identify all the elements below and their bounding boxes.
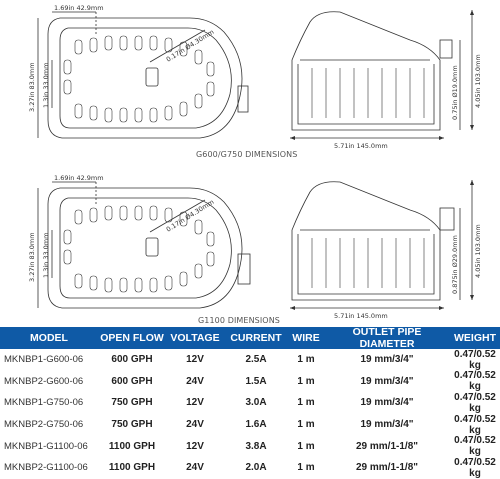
cell-wire: 1 m	[297, 440, 315, 452]
cell-model: MKNBP2-G1100-06	[4, 462, 88, 474]
pump-outline-drawing	[0, 0, 500, 162]
cell-weight: 0.47/0.52 kg	[454, 370, 496, 393]
dim-width-top: 1.69in 42.9mm	[54, 4, 104, 12]
cell-weight: 0.47/0.52 kg	[454, 435, 496, 458]
cell-voltage: 24V	[186, 375, 204, 387]
cell-wire: 1 m	[297, 354, 315, 366]
dim-height-outer: 3.27in 83.0mm	[28, 62, 36, 112]
cell-current: 2.0A	[245, 462, 267, 474]
cell-model: MKNBP2-G600-06	[4, 375, 84, 387]
dim-outlet: 0.75in Ø19.0mm	[451, 65, 459, 120]
caption-g1100: G1100 DIMENSIONS	[198, 316, 280, 325]
header-outlet-pipe-diameter: OUTLET PIPE DIAMETER	[352, 326, 422, 350]
cell-weight: 0.47/0.52 kg	[454, 456, 496, 479]
header-open-flow: OPEN FLOW	[100, 332, 164, 344]
drawing-g600-g750	[0, 0, 500, 162]
dim-length: 5.71in 145.0mm	[334, 142, 388, 150]
pump-outline-drawing	[0, 170, 500, 330]
cell-outlet-pipe: 19 mm/3/4"	[360, 419, 414, 431]
cell-current: 2.5A	[245, 354, 267, 366]
cell-outlet-pipe: 19 mm/3/4"	[360, 354, 414, 366]
cell-weight: 0.47/0.52 kg	[454, 348, 496, 371]
cell-outlet-pipe: 29 mm/1-1/8"	[356, 440, 418, 452]
header-model: MODEL	[30, 332, 68, 344]
table-row	[0, 371, 500, 393]
specs-header-row	[0, 327, 500, 349]
cell-model: MKNBP2-G750-06	[4, 419, 84, 431]
cell-current: 3.8A	[245, 440, 267, 452]
dim-length: 5.71in 145.0mm	[334, 312, 388, 320]
cell-voltage: 12V	[186, 354, 204, 366]
cell-open-flow: 750 GPH	[111, 419, 153, 431]
cell-outlet-pipe: 19 mm/3/4"	[360, 397, 414, 409]
cell-model: MKNBP1-G750-06	[4, 397, 84, 409]
cell-current: 3.0A	[245, 397, 267, 409]
cell-voltage: 24V	[186, 462, 204, 474]
dim-height-inner: 1.3in 33.0mm	[42, 232, 50, 278]
cell-outlet-pipe: 29 mm/1-1/8"	[356, 462, 418, 474]
table-row	[0, 435, 500, 457]
cell-open-flow: 1100 GPH	[108, 462, 156, 474]
cell-current: 1.6A	[245, 419, 267, 431]
cell-open-flow: 600 GPH	[111, 354, 153, 366]
cell-wire: 1 m	[297, 419, 315, 431]
specs-table	[0, 327, 500, 479]
cell-current: 1.5A	[245, 375, 267, 387]
cell-wire: 1 m	[297, 397, 315, 409]
table-row	[0, 457, 500, 479]
dim-height-outer: 3.27in 83.0mm	[28, 232, 36, 282]
cell-wire: 1 m	[297, 462, 315, 474]
header-weight: WEIGHT	[454, 332, 496, 344]
cell-open-flow: 750 GPH	[111, 397, 153, 409]
caption-g600-g750: G600/G750 DIMENSIONS	[196, 150, 298, 159]
header-current: CURRENT	[230, 332, 282, 344]
dim-diameter: 0.17in Ø4.30mm	[164, 27, 216, 64]
table-row	[0, 349, 500, 371]
dim-outlet: 0.875in Ø29.0mm	[451, 235, 459, 294]
cell-voltage: 12V	[186, 397, 204, 409]
dim-diameter: 0.17in Ø4.30mm	[164, 197, 216, 234]
dim-side-height: 4.05in 103.0mm	[474, 224, 482, 278]
cell-voltage: 12V	[186, 440, 204, 452]
cell-outlet-pipe: 19 mm/3/4"	[360, 375, 414, 387]
header-voltage: VOLTAGE	[170, 332, 220, 344]
cell-weight: 0.47/0.52 kg	[454, 391, 496, 414]
cell-weight: 0.47/0.52 kg	[454, 413, 496, 436]
table-row	[0, 392, 500, 414]
table-row	[0, 414, 500, 436]
cell-voltage: 24V	[186, 419, 204, 431]
cell-model: MKNBP1-G1100-06	[4, 440, 88, 452]
dim-side-height: 4.05in 103.0mm	[474, 54, 482, 108]
cell-model: MKNBP1-G600-06	[4, 354, 84, 366]
dim-height-inner: 1.3in 33.0mm	[42, 62, 50, 108]
header-wire: WIRE	[292, 332, 320, 344]
cell-open-flow: 600 GPH	[111, 375, 153, 387]
dim-width-top: 1.69in 42.9mm	[54, 174, 104, 182]
drawing-g1100	[0, 170, 500, 330]
cell-open-flow: 1100 GPH	[108, 440, 156, 452]
cell-wire: 1 m	[297, 375, 315, 387]
